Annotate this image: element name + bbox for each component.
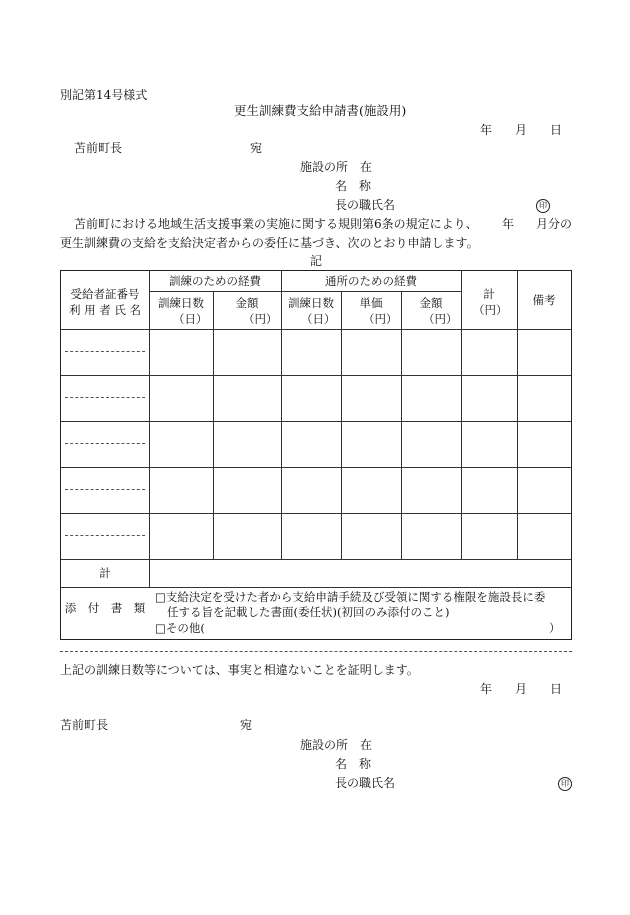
date-year: 年 <box>480 123 493 137</box>
date-month: 月 <box>515 123 528 137</box>
cert-facility-head-label: 長の職氏名 <box>335 776 396 790</box>
cert-addressee-name: 苫前町長 <box>60 718 109 732</box>
certification-text: 上記の訓練日数等については、事実と相違ないことを証明します。 <box>60 663 419 677</box>
addressee-suffix: 宛 <box>250 141 263 155</box>
attachments-label: 添 付 書 類 <box>64 601 146 615</box>
document-title: 更生訓練費支給申請書(施設用) <box>234 103 407 118</box>
unit-yen: （円） <box>423 312 458 326</box>
unit-yen: （円） <box>473 303 508 317</box>
cert-facility-name-label: 名 称 <box>335 757 372 771</box>
attachment-power-of-attorney-cont: 任する旨を記載した書面(委任状)(初回のみ添付のこと) <box>167 605 450 619</box>
facility-name-label: 名 称 <box>335 179 372 193</box>
unit-day: （日） <box>301 312 336 326</box>
header-user-name: 利 用 者 氏 名 <box>68 303 142 317</box>
body-text-year: 年 <box>502 217 515 231</box>
seal-icon: 印 <box>536 197 550 213</box>
header-commute-amount: 金額 <box>419 296 443 310</box>
cert-date-month: 月 <box>515 682 528 696</box>
body-text-line1: 苫前町における地域生活支援事業の実施に関する規則第6条の規定により、 <box>74 217 478 231</box>
cert-date-day: 日 <box>550 682 563 696</box>
attachment-other: □その他( <box>155 621 205 635</box>
facility-address-label: 施設の所 在 <box>300 160 373 174</box>
date-day: 日 <box>550 123 563 137</box>
ki-label: 記 <box>310 254 323 268</box>
header-remarks: 備考 <box>532 293 556 307</box>
header-training-amount: 金額 <box>235 296 259 310</box>
facility-head-label: 長の職氏名 <box>335 198 396 212</box>
total-row-label: 計 <box>99 566 111 580</box>
addressee-name: 苫前町長 <box>74 141 123 155</box>
header-total: 計 <box>483 287 495 301</box>
cert-addressee-suffix: 宛 <box>240 718 253 732</box>
unit-day: （日） <box>173 312 208 326</box>
form-number: 別記第14号様式 <box>60 88 148 102</box>
cut-line-divider <box>60 651 572 652</box>
header-commute-days: 訓練日数 <box>288 296 334 310</box>
body-text-month: 月分の <box>536 217 573 231</box>
cert-facility-address-label: 施設の所 在 <box>300 738 373 752</box>
cert-date-year: 年 <box>480 682 493 696</box>
header-commute-expenses: 通所のための経費 <box>325 274 417 288</box>
body-text-line2: 更生訓練費の支給を支給決定者からの委任に基づき、次のとおり申請します。 <box>60 236 479 250</box>
header-training-days: 訓練日数 <box>158 296 204 310</box>
header-unit-price: 単価 <box>359 296 383 310</box>
header-training-expenses: 訓練のための経費 <box>169 274 261 288</box>
unit-yen: （円） <box>243 312 278 326</box>
header-recipient-number: 受給者証番号 <box>70 287 140 301</box>
application-table <box>60 270 572 640</box>
cert-seal-icon: 印 <box>558 775 572 791</box>
attachment-other-close: ） <box>549 621 561 635</box>
attachment-power-of-attorney: □支給決定を受けた者から支給申請手続及び受領に関する権限を施設長に委 <box>155 590 546 604</box>
unit-yen: （円） <box>363 312 398 326</box>
